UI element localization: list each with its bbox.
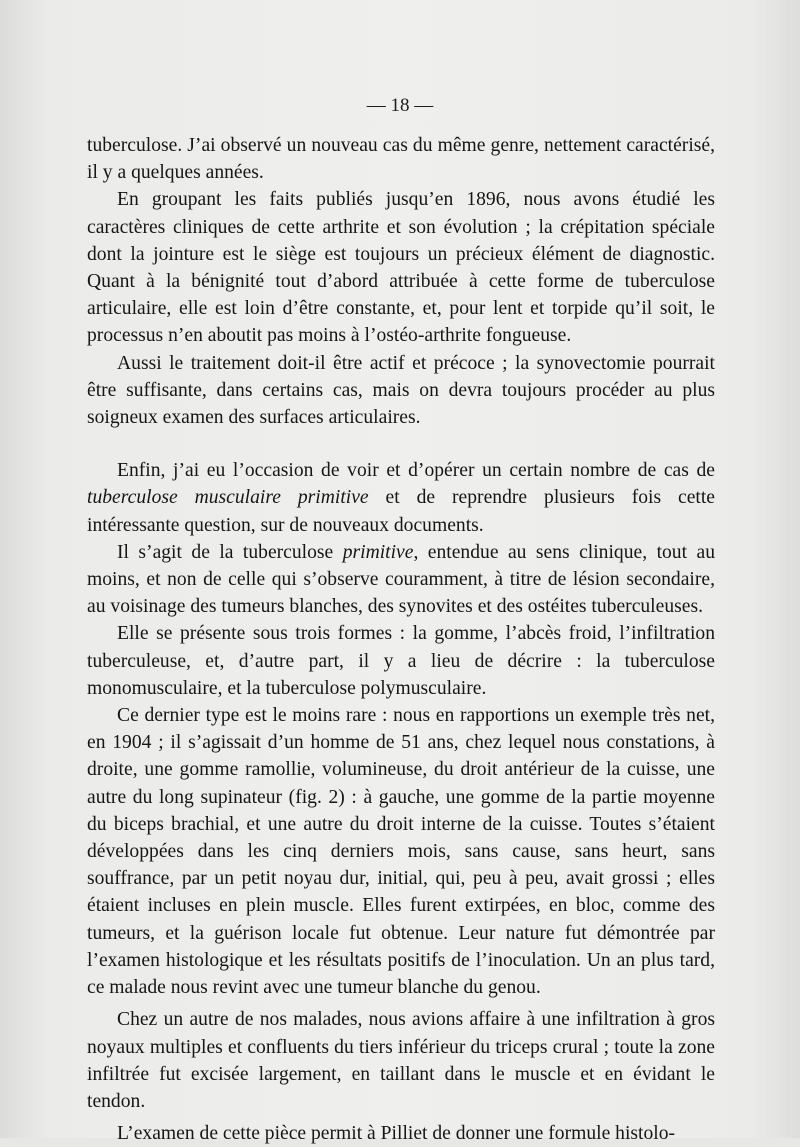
paragraph-clinical-study: En groupant les faits publiés jusqu’en 1896, nous avons étudié les caractères cliniques de cette arthrite et son évolution ; la crépitation spéciale dont la jointure est le siège est toujours un précieux élément de diagnostic. Quant à la bénignité tout d’abord attribuée à cette forme de tuberculose articulaire, elle est loin d’être constante, et, pour lent et torpide qu’il soit, le processus n’en aboutit pas moins à l’ostéo-arthrite fongueuse.: [87, 189, 715, 347]
paragraph-triceps-case: Chez un autre de nos malades, nous avions affaire à une infiltration à gros noyaux multiples et confluents du tiers inférieur du triceps crural ; toute la zone infiltrée fut excisée largement, en taillant dans le muscle et en évidant le tendon.: [87, 1009, 715, 1112]
paragraph-5-text-before: Il s’agit de la tuberculose: [117, 541, 343, 563]
main-text-column: [87, 132, 715, 1147]
paragraph-5-text-after: , entendue au sens clinique, tout au moins, et non de celle qui s’observe couramment, à titre de lésion secondaire, au voisinage des tumeurs blanches, des synovites et des ostéites tuberculeuses.: [87, 541, 715, 618]
paragraph-muscular-tuberculosis: [87, 457, 715, 539]
paragraph-primary-definition: [87, 539, 715, 621]
italic-term-primitive: primitive: [342, 541, 414, 563]
paragraph-forms: Elle se présente sous trois formes : la gomme, l’abcès froid, l’infiltration tuberculeuse, et, d’autre part, il y a lieu de décrire : la tuberculose monomusculaire, et la tuberculose polymusculaire.: [87, 623, 715, 699]
paragraph-pilliet-formula: L’examen de cette pièce permit à Pilliet de donner une formule histolo-: [117, 1123, 676, 1145]
italic-term-primary-muscular-tuberculosis: tuberculose musculaire primitive: [87, 487, 369, 509]
paragraph-4-text-before: Enfin, j’ai eu l’occasion de voir et d’opérer un certain nombre de cas de: [117, 460, 715, 482]
paragraph-treatment: Aussi le traitement doit-il être actif et précoce ; la synovectomie pourrait être suffisante, dans certains cas, mais on devra toujours procéder au plus soigneux examen des surfaces articulaires.: [87, 352, 715, 429]
paragraph-continuation: tuberculose. J’ai observé un nouveau cas du même genre, nettement caractérisé, il y a quelques années.: [87, 135, 715, 184]
paragraph-4-text-after: et de reprendre plusieurs fois cette intéressante question, sur de nouveaux documents.: [87, 487, 715, 536]
paragraph-case-1904: Ce dernier type est le moins rare : nous en rapportions un exemple très net, en 1904 ; il s’agissait d’un homme de 51 ans, chez lequel nous constations, à droite, une gomme ramollie, volumineuse, du droit antérieur de la cuisse, une autre du long supinateur (fig. 2) : à gauche, une gomme de la partie moyenne du biceps brachial, et une autre du droit interne de la cuisse. Toutes s’étaient développées dans les cinq derniers mois, sans cause, sans heurt, sans souffrance, par un petit noyau dur, initial, qui, peu à peu, avait grossi ; elles étaient incluses en plein muscle. Elles furent extirpées, en bloc, comme des tumeurs, et la guérison locale fut obtenue. Leur nature fut démontrée par l’examen histologique et les résultats positifs de l’inoculation. Un an plus tard, ce malade nous revint avec une tumeur blanche du genou.: [87, 705, 715, 999]
page-number-header: — 18 —: [366, 95, 434, 116]
